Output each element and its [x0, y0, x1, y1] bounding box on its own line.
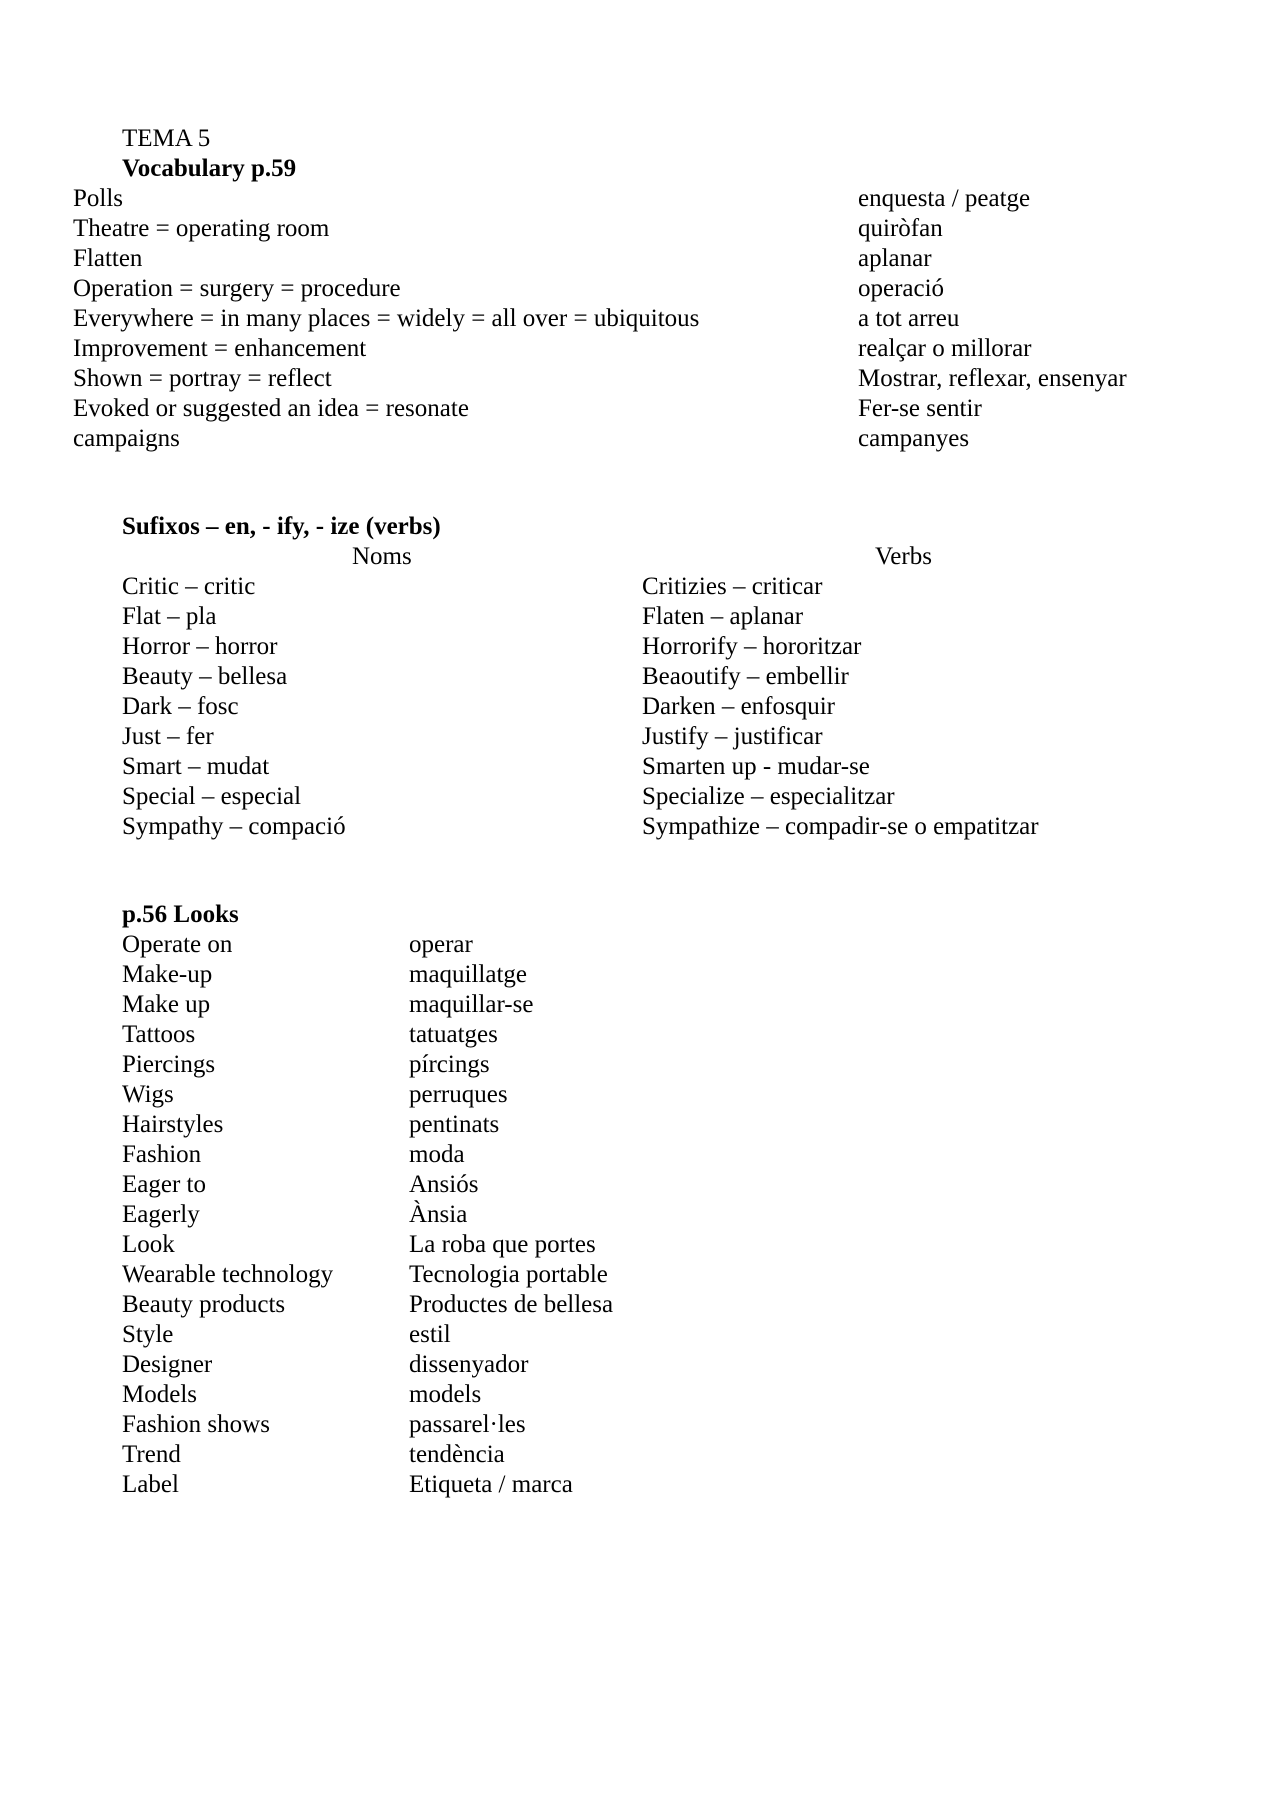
- vocabulary-catalan-item: enquesta / peatge: [858, 185, 1031, 212]
- looks-catalan-item: estil: [409, 1321, 451, 1348]
- looks-english-item: Wigs: [122, 1081, 174, 1108]
- looks-catalan-item: maquillatge: [409, 961, 528, 988]
- suffix-verb-item: Sympathize – compadir-se o empatitzar: [642, 813, 1039, 840]
- looks-english-item: Hairstyles: [122, 1111, 224, 1138]
- looks-catalan-item: operar: [409, 931, 473, 958]
- vocabulary-catalan-item: Mostrar, reflexar, ensenyar: [858, 365, 1127, 392]
- vocabulary-english-item: Evoked or suggested an idea = resonate: [73, 395, 469, 422]
- vocabulary-english-item: Theatre = operating room: [73, 215, 330, 242]
- looks-english-item: Make-up: [122, 961, 213, 988]
- suffix-verb-item: Justify – justificar: [642, 723, 823, 750]
- looks-catalan-item: moda: [409, 1141, 465, 1168]
- vocabulary-catalan-item: realçar o millorar: [858, 335, 1032, 362]
- looks-catalan-item: maquillar-se: [409, 991, 534, 1018]
- looks-catalan-item: Productes de bellesa: [409, 1291, 614, 1318]
- vocabulary-catalan-column: [858, 184, 1127, 454]
- suffix-noun-item: Smart – mudat: [122, 753, 270, 780]
- suffix-noun-item: Dark – fosc: [122, 693, 239, 720]
- vocabulary-catalan-item: operació: [858, 275, 945, 302]
- topic-heading: TEMA 5: [122, 125, 211, 152]
- suffix-noun-item: Sympathy – compació: [122, 813, 346, 840]
- looks-catalan-item: Ansiós: [409, 1171, 479, 1198]
- looks-catalan-item: models: [409, 1381, 482, 1408]
- vocabulary-section-title: Vocabulary p.59: [122, 155, 297, 182]
- looks-english-item: Eagerly: [122, 1201, 200, 1228]
- looks-catalan-item: tendència: [409, 1441, 505, 1468]
- vocabulary-catalan-item: quiròfan: [858, 215, 943, 242]
- suffix-verb-item: Horrorify – hororitzar: [642, 633, 862, 660]
- looks-catalan-item: pírcings: [409, 1051, 490, 1078]
- looks-english-item: Look: [122, 1231, 175, 1258]
- looks-english-item: Label: [122, 1471, 179, 1498]
- vocabulary-catalan-item: campanyes: [858, 425, 970, 452]
- looks-english-item: Fashion shows: [122, 1411, 270, 1438]
- looks-catalan-item: pentinats: [409, 1111, 500, 1138]
- vocabulary-english-column: [73, 184, 699, 454]
- looks-catalan-item: dissenyador: [409, 1351, 529, 1378]
- looks-english-item: Operate on: [122, 931, 233, 958]
- vocabulary-english-item: campaigns: [73, 425, 180, 452]
- looks-catalan-item: passarel·les: [409, 1411, 526, 1438]
- looks-english-item: Wearable technology: [122, 1261, 334, 1288]
- looks-english-item: Piercings: [122, 1051, 216, 1078]
- suffix-verb-item: Darken – enfosquir: [642, 693, 835, 720]
- looks-catalan-item: tatuatges: [409, 1021, 498, 1048]
- looks-catalan-item: perruques: [409, 1081, 508, 1108]
- looks-catalan-column: [409, 930, 613, 1500]
- suffix-noun-item: Just – fer: [122, 723, 214, 750]
- vocabulary-catalan-item: a tot arreu: [858, 305, 960, 332]
- vocabulary-catalan-item: aplanar: [858, 245, 932, 272]
- looks-english-column: [122, 930, 333, 1500]
- suffix-nouns-column: [122, 572, 346, 842]
- looks-english-item: Designer: [122, 1351, 213, 1378]
- looks-english-item: Models: [122, 1381, 197, 1408]
- looks-catalan-item: Tecnologia portable: [409, 1261, 608, 1288]
- vocabulary-english-item: Shown = portray = reflect: [73, 365, 332, 392]
- looks-english-item: Style: [122, 1321, 174, 1348]
- suffix-verb-item: Flaten – aplanar: [642, 603, 804, 630]
- suffix-verb-item: Critizies – criticar: [642, 573, 823, 600]
- vocabulary-english-item: Improvement = enhancement: [73, 335, 367, 362]
- vocabulary-english-item: Flatten: [73, 245, 143, 272]
- suffix-noun-item: Flat – pla: [122, 603, 217, 630]
- looks-catalan-item: La roba que portes: [409, 1231, 596, 1258]
- suffix-noun-item: Beauty – bellesa: [122, 663, 288, 690]
- looks-catalan-item: Etiqueta / marca: [409, 1471, 573, 1498]
- vocabulary-catalan-item: Fer-se sentir: [858, 395, 982, 422]
- vocabulary-english-item: Operation = surgery = procedure: [73, 275, 401, 302]
- vocabulary-english-item: Everywhere = in many places = widely = all over = ubiquitous: [73, 305, 700, 332]
- looks-english-item: Tattoos: [122, 1021, 196, 1048]
- looks-english-item: Make up: [122, 991, 211, 1018]
- looks-english-item: Fashion: [122, 1141, 202, 1168]
- suffix-verb-item: Specialize – especialitzar: [642, 783, 895, 810]
- verbs-column-header: Verbs: [875, 543, 932, 570]
- suffix-noun-item: Horror – horror: [122, 633, 278, 660]
- suffix-verb-item: Smarten up - mudar-se: [642, 753, 870, 780]
- suffix-verb-item: Beaoutify – embellir: [642, 663, 849, 690]
- nouns-column-header: Noms: [352, 543, 412, 570]
- looks-section-title: p.56 Looks: [122, 901, 239, 928]
- suffix-noun-item: Special – especial: [122, 783, 302, 810]
- suffix-verbs-column: [642, 572, 1039, 842]
- suffixes-section-title: Sufixos – en, - ify, - ize (verbs): [122, 513, 441, 540]
- suffix-noun-item: Critic – critic: [122, 573, 256, 600]
- vocabulary-english-item: Polls: [73, 185, 124, 212]
- looks-catalan-item: Ànsia: [409, 1201, 468, 1228]
- looks-english-item: Beauty products: [122, 1291, 286, 1318]
- looks-english-item: Eager to: [122, 1171, 206, 1198]
- looks-english-item: Trend: [122, 1441, 181, 1468]
